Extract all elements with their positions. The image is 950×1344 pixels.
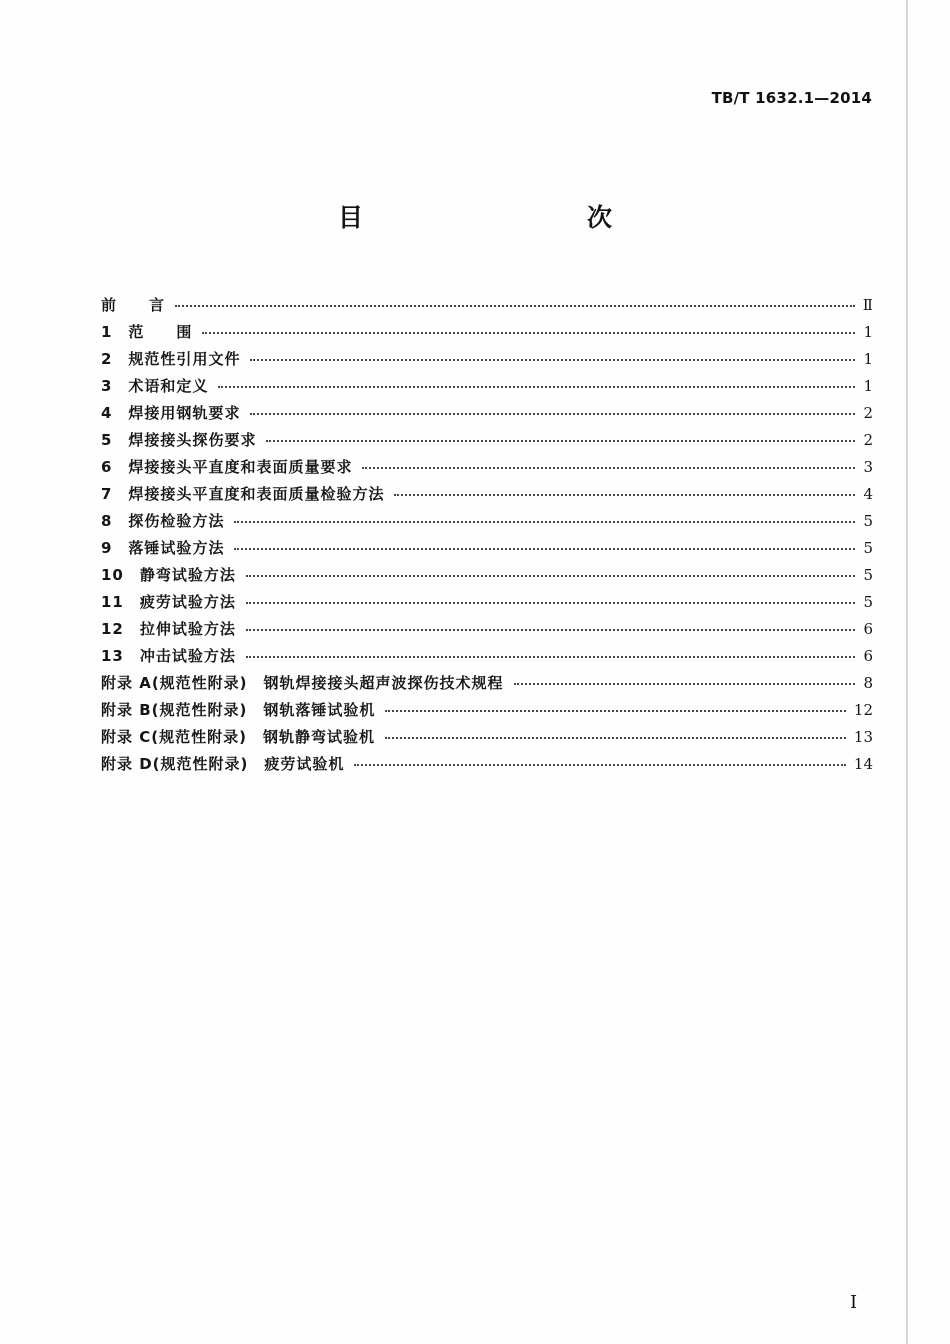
toc-entry-label: 12 拉伸试验方法 [101, 620, 236, 638]
toc-entry-label: 附录 A(规范性附录) 钢轨焊接接头超声波探伤技术规程 [101, 674, 504, 692]
toc-entry-appendix-c[interactable] [101, 726, 873, 753]
dot-leader [385, 710, 846, 712]
toc-entry-label: 9 落锤试验方法 [101, 539, 225, 557]
toc-entry-page: 2 [863, 431, 873, 449]
dot-leader [246, 629, 855, 631]
toc-entry-page: 1 [863, 323, 873, 341]
dot-leader [385, 737, 846, 739]
dot-leader [246, 575, 855, 577]
toc-entry-label: 6 焊接接头平直度和表面质量要求 [101, 458, 353, 476]
toc-entry-appendix-b[interactable] [101, 699, 873, 726]
toc-entry-8[interactable] [101, 510, 873, 537]
toc-entry-page: 6 [863, 647, 873, 665]
toc-entry-page: 13 [853, 728, 873, 746]
toc-entry-7[interactable] [101, 483, 873, 510]
dot-leader [175, 305, 855, 307]
toc-entry-foreword[interactable] [101, 294, 873, 321]
toc-entry-label: 5 焊接接头探伤要求 [101, 431, 257, 449]
toc-entry-appendix-d[interactable] [101, 753, 873, 780]
dot-leader [246, 602, 855, 604]
toc-entry-2[interactable] [101, 348, 873, 375]
standard-code: TB/T 1632.1—2014 [711, 89, 872, 107]
toc-entry-page: 4 [863, 485, 873, 503]
toc-entry-page: 5 [863, 512, 873, 530]
toc-entry-page: 14 [853, 755, 873, 773]
toc-entry-label: 前 言 [101, 296, 166, 314]
toc-entry-page: 3 [863, 458, 873, 476]
toc-entry-page: 12 [853, 701, 873, 719]
toc-entry-12[interactable] [101, 618, 873, 645]
dot-leader [362, 467, 855, 469]
toc-entry-5[interactable] [101, 429, 873, 456]
page-number: I [850, 1292, 858, 1313]
toc-entry-1[interactable] [101, 321, 873, 348]
toc-entry-label: 2 规范性引用文件 [101, 350, 241, 368]
toc-entry-label: 10 静弯试验方法 [101, 566, 236, 584]
toc-entry-page: 6 [863, 620, 873, 638]
dot-leader [266, 440, 855, 442]
toc-entry-label: 附录 B(规范性附录) 钢轨落锤试验机 [101, 701, 376, 719]
toc-entry-4[interactable] [101, 402, 873, 429]
toc-entry-label: 附录 D(规范性附录) 疲劳试验机 [101, 755, 345, 773]
toc-entry-label: 3 术语和定义 [101, 377, 209, 395]
toc-entry-label: 4 焊接用钢轨要求 [101, 404, 241, 422]
toc-entry-label: 7 焊接接头平直度和表面质量检验方法 [101, 485, 385, 503]
toc-entry-10[interactable] [101, 564, 873, 591]
toc-entry-page: 5 [863, 593, 873, 611]
dot-leader [250, 359, 855, 361]
dot-leader [234, 521, 855, 523]
toc-entry-label: 8 探伤检验方法 [101, 512, 225, 530]
toc-entry-page: 5 [863, 566, 873, 584]
toc-entry-page: 5 [863, 539, 873, 557]
toc-entry-label: 11 疲劳试验方法 [101, 593, 236, 611]
toc-entry-3[interactable] [101, 375, 873, 402]
toc-entry-11[interactable] [101, 591, 873, 618]
dot-leader [514, 683, 855, 685]
toc-entry-page: 2 [863, 404, 873, 422]
toc-title: 目 次 [337, 203, 670, 232]
toc-entry-page: 1 [863, 350, 873, 368]
toc-entry-label: 13 冲击试验方法 [101, 647, 236, 665]
toc-entry-appendix-a[interactable] [101, 672, 873, 699]
toc-entry-label: 1 范 围 [101, 323, 193, 341]
toc-entry-page: 1 [863, 377, 873, 395]
dot-leader [354, 764, 846, 766]
dot-leader [394, 494, 855, 496]
toc-entry-page: 8 [863, 674, 873, 692]
dot-leader [218, 386, 855, 388]
dot-leader [250, 413, 855, 415]
dot-leader [234, 548, 855, 550]
toc-entry-9[interactable] [101, 537, 873, 564]
toc-entry-label: 附录 C(规范性附录) 钢轨静弯试验机 [101, 728, 375, 746]
toc-entry-6[interactable] [101, 456, 873, 483]
dot-leader [202, 332, 855, 334]
dot-leader [246, 656, 855, 658]
table-of-contents [101, 294, 873, 780]
toc-entry-13[interactable] [101, 645, 873, 672]
toc-entry-page: Ⅱ [862, 296, 873, 314]
